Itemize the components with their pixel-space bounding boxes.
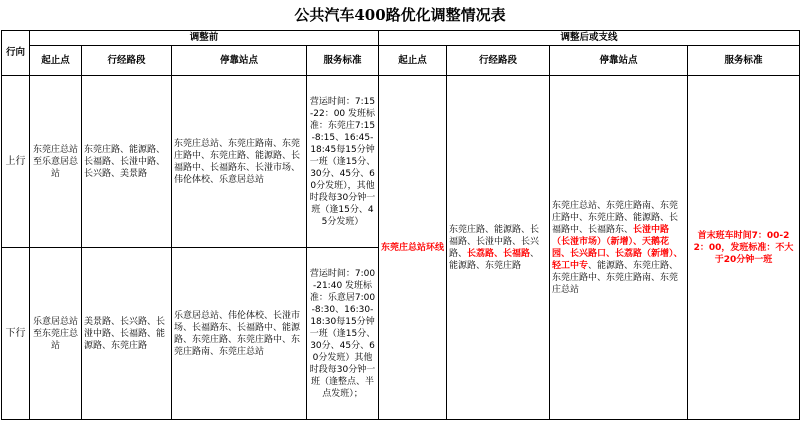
service-cell: 营运时间：7:15-22：00 发班标准：东莞庄7:15-8:15、16:45-18:45每15分钟一班（逢15分、30分、45分、60分发班），其他时段每30分钟一班（逢15分、45分发班） xyxy=(307,76,379,248)
after-start-end-cell: 东莞庄总站环线 xyxy=(379,76,447,420)
direction-cell: 上行 xyxy=(2,76,30,248)
after-route-cell xyxy=(447,76,550,420)
after-start-end-header: 起止点 xyxy=(379,46,447,76)
before-route-header: 行经路段 xyxy=(82,46,172,76)
start-end-cell: 东莞庄总站至乐意居总站 xyxy=(30,76,82,248)
route-cell: 美景路、长兴路、长湴中路、长福路、能源路、东莞庄路 xyxy=(82,248,172,420)
after-service-header: 服务标准 xyxy=(688,46,800,76)
after-route-highlight: 长荔路、长福路 xyxy=(467,248,531,259)
after-service-cell: 首末班车时间7：00-22：00，发班标准：不大于20分钟一班 xyxy=(688,76,800,420)
before-stops-header: 停靠站点 xyxy=(172,46,307,76)
after-stops-cell xyxy=(550,76,688,420)
direction-header: 行向 xyxy=(2,31,30,76)
before-start-end-header: 起止点 xyxy=(30,46,82,76)
after-header: 调整后或支线 xyxy=(379,31,800,46)
before-header: 调整前 xyxy=(30,31,379,46)
route-cell: 东莞庄路、能源路、长福路、长湴中路、长兴路、美景路 xyxy=(82,76,172,248)
after-stops-header: 停靠站点 xyxy=(550,46,688,76)
after-stops-text-1: 东莞庄总站、东莞庄路南、东莞庄路中、东莞庄路、能源路、长福路中、长福路东、 xyxy=(552,200,679,235)
after-stops-highlight-1: 长湴中路（长湴市场）（新增）、天鹅花园、长兴路口、长荔路（新增）、 xyxy=(552,224,683,259)
service-cell: 营运时间：7:00-21:40 发班标准：乐意居7:00-8:30、16:30-18:30每15分钟一班（逢15分、30分、45分、60分发班）其他时段每30分钟一班（逢整点、半点发班）； xyxy=(307,248,379,420)
after-route-text: 东莞庄路、能源路、长福路、长湴中路、长兴路、 xyxy=(449,224,540,259)
stops-cell: 乐意居总站、伟伦体校、长湴市场、长福路东、长福路中、能源路、东莞庄路、东莞庄路中、东莞庄路南、东莞庄总站 xyxy=(172,248,307,420)
after-stops-text-2: 、能源路、东莞庄路、东莞庄路中、东莞庄路南、东莞庄总站 xyxy=(552,260,679,295)
before-service-header: 服务标准 xyxy=(307,46,379,76)
after-route-header: 行经路段 xyxy=(447,46,550,76)
after-stops-highlight-2: 轻工中专 xyxy=(552,260,589,271)
direction-cell: 下行 xyxy=(2,248,30,420)
start-end-cell: 乐意居总站至东莞庄总站 xyxy=(30,248,82,420)
table-row xyxy=(2,76,800,248)
page-title: 公共汽车400路优化调整情况表 xyxy=(294,6,506,24)
route-adjustment-table xyxy=(1,30,800,420)
stops-cell: 东莞庄总站、东莞庄路南、东莞庄路中、东莞庄路、能源路、长福路中、长福路东、长湴市场、伟伦体校、乐意居总站 xyxy=(172,76,307,248)
after-route-tail: 、能源路、东莞庄路 xyxy=(449,248,540,271)
